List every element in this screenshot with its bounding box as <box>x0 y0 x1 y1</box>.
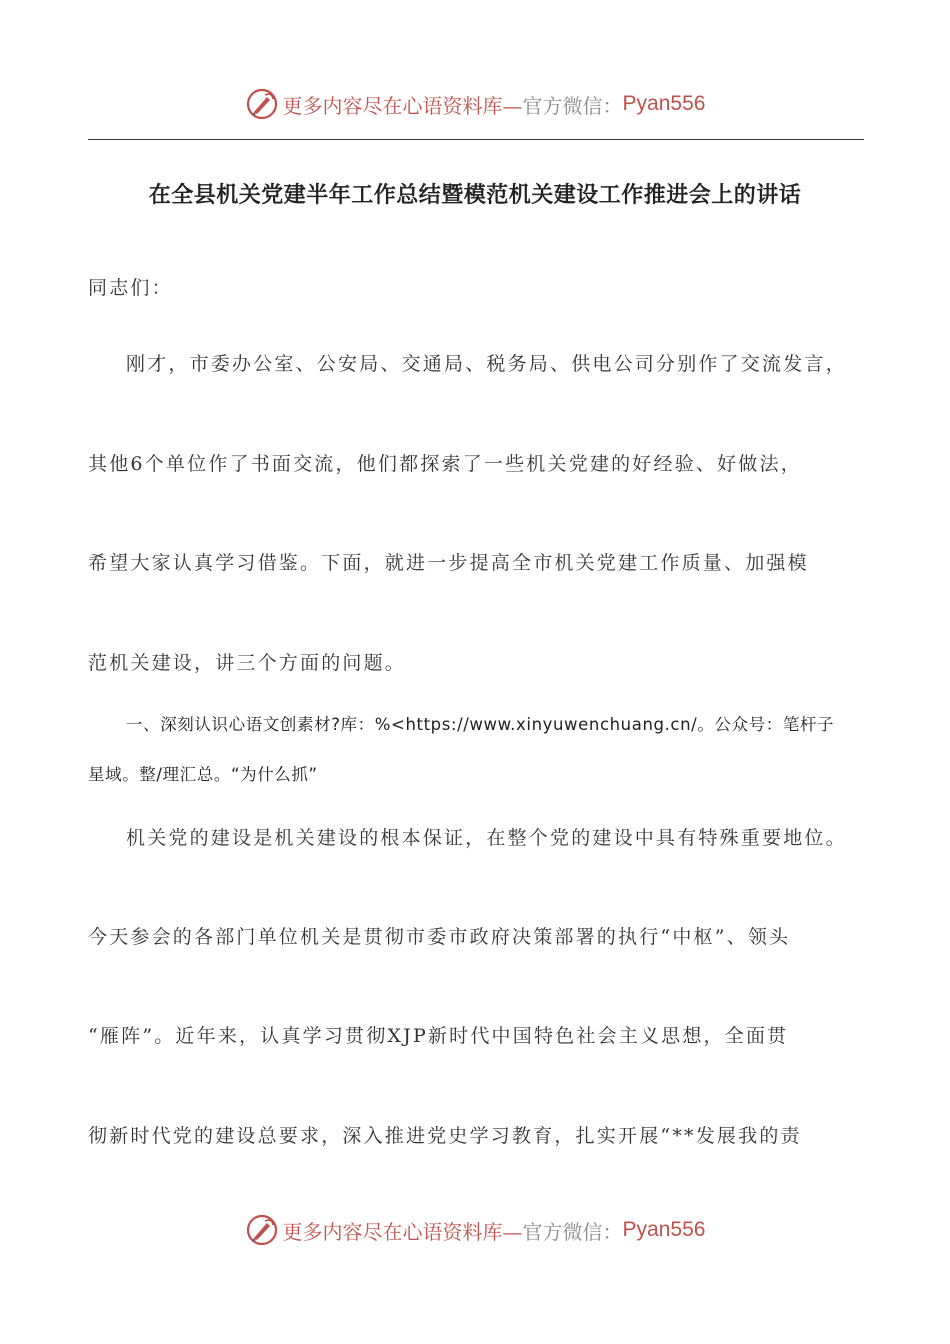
paragraph-line: 今天参会的各部门单位机关是贯彻市委市政府决策部署的执行“中枢”、领头 <box>88 926 791 948</box>
paragraph-line: 范机关建设，讲三个方面的问题。 <box>88 652 407 674</box>
header-banner <box>0 84 950 124</box>
paragraph-line: 机关党的建设是机关建设的根本保证，在整个党的建设中具有特殊重要地位。 <box>126 827 847 849</box>
banner-site-text: 更多内容尽在心语资料库— <box>282 1219 523 1244</box>
banner-wechat-id: Pyan556 <box>622 1218 706 1241</box>
section-heading-line: 一、深刻认识心语文创素材?库：%<https://www.xinyuwenchuang.cn/。公众号：笔杆子 <box>126 715 835 734</box>
paragraph-line: 彻新时代党的建设总要求，深入推进党史学习教育，扎实开展“**发展我的责 <box>88 1125 802 1147</box>
paragraph-line: 刚才，市委办公室、公安局、交通局、税务局、供电公司分别作了交流发言， <box>126 353 847 375</box>
paragraph-line: 希望大家认真学习借鉴。下面，就进一步提高全市机关党建工作质量、加强模 <box>88 552 809 574</box>
document-title: 在全县机关党建半年工作总结暨模范机关建设工作推进会上的讲话 <box>148 183 802 208</box>
banner-site-text: 更多内容尽在心语资料库— <box>282 93 523 118</box>
greeting: 同志们： <box>88 277 173 299</box>
pen-logo-icon <box>245 87 279 121</box>
section-heading-line: 星域。整/理汇总。“为什么抓” <box>88 765 318 784</box>
paragraph-line: 其他6个单位作了书面交流，他们都探索了一些机关党建的好经验、好做法， <box>88 453 802 475</box>
paragraph-line: “雁阵”。近年来，认真学习贯彻XJP新时代中国特色社会主义思想，全面贯 <box>88 1025 789 1047</box>
banner-wechat-label: 官方微信： <box>522 1219 623 1244</box>
header-divider <box>88 139 864 140</box>
footer-banner <box>0 1210 950 1250</box>
banner-wechat-id: Pyan556 <box>622 92 706 115</box>
banner-wechat-label: 官方微信： <box>522 93 623 118</box>
pen-logo-icon <box>245 1213 279 1247</box>
